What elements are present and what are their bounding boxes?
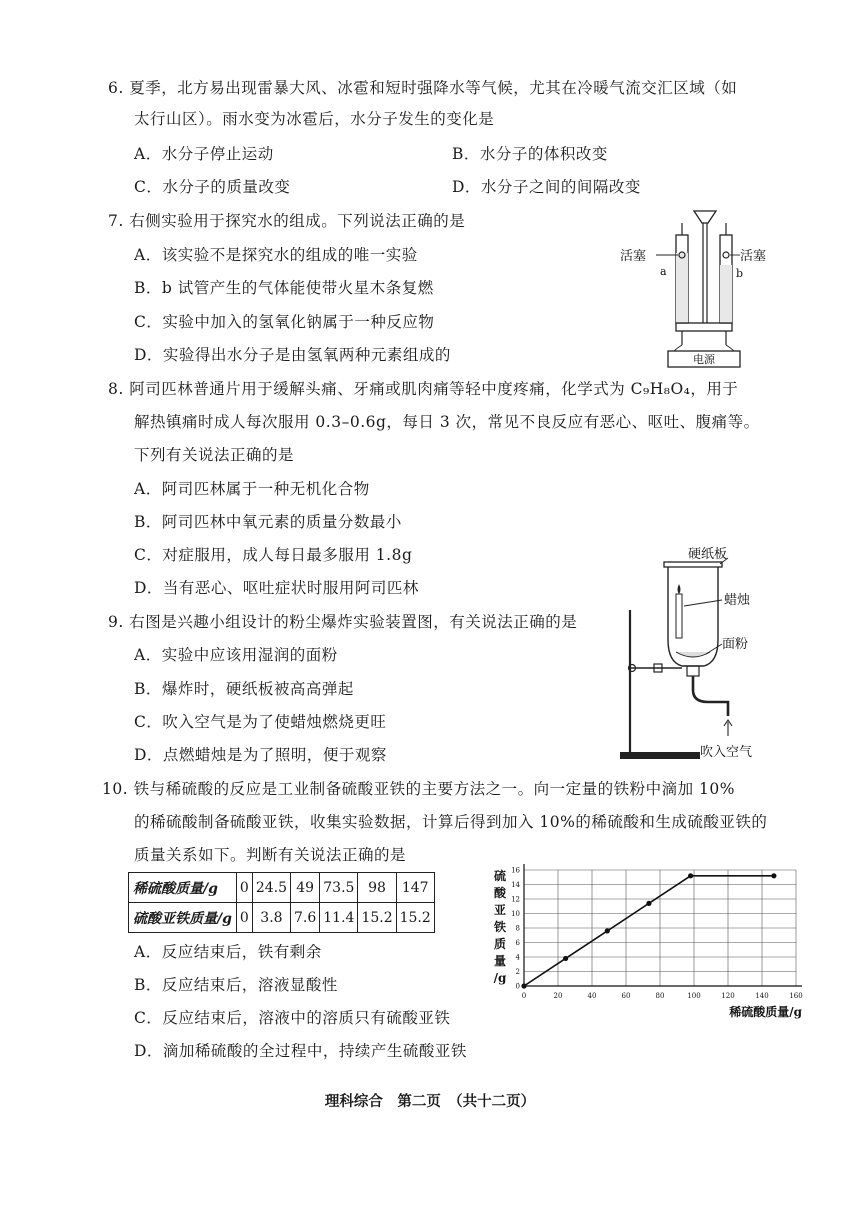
dust-explosion-apparatus-figure xyxy=(610,540,780,765)
table-row xyxy=(129,873,435,903)
q7-option-a: A．该实验不是探究水的组成的唯一实验 xyxy=(134,246,418,264)
y-label-char: 亚 xyxy=(493,903,507,917)
cardboard-label: 硬纸板 xyxy=(688,547,728,562)
x-tick-label: 60 xyxy=(621,992,631,1000)
electrolysis-apparatus-figure xyxy=(618,205,778,370)
y-label-char: 酸 xyxy=(493,886,507,900)
table-header: 硫酸亚铁质量/g xyxy=(129,903,237,933)
q10-stem-line1: 10. 铁与稀硫酸的反应是工业制备硫酸亚铁的主要方法之一。向一定量的铁粉中滴加 10% xyxy=(102,780,735,798)
q9-option-d: D．点燃蜡烛是为了照明，便于观察 xyxy=(134,746,387,764)
ferrous-sulfate-chart xyxy=(480,858,810,1028)
y-tick-label: 16 xyxy=(511,866,520,875)
tube-b-label: b xyxy=(736,267,744,280)
table-row xyxy=(129,903,435,933)
q10-data-table xyxy=(128,872,435,933)
q8-option-b: B．阿司匹林中氧元素的质量分数最小 xyxy=(134,513,402,531)
q6-option-c: C．水分子的质量改变 xyxy=(134,178,291,196)
q7-option-b: B．b 试管产生的气体能使带火星木条复燃 xyxy=(134,279,434,297)
table-cell: 3.8 xyxy=(252,903,290,933)
y-label-char: 硫 xyxy=(493,869,507,883)
chart-tick-labels xyxy=(511,867,803,1001)
stopcock-left-label: 活塞 xyxy=(620,249,647,264)
q6-option-d: D．水分子之间的间隔改变 xyxy=(452,178,641,196)
x-tick-label: 20 xyxy=(553,992,563,1000)
q8-stem-line1: 8. 阿司匹林普通片用于缓解头痛、牙痛或肌肉痛等轻中度疼痛，化学式为 C₉H₈O₄，用于 xyxy=(108,380,739,398)
table-cell: 0 xyxy=(236,873,252,903)
table-cell: 11.4 xyxy=(320,903,358,933)
q10-option-a: A．反应结束后，铁有剩余 xyxy=(134,943,322,961)
flour-label: 面粉 xyxy=(722,637,749,652)
chart-axes xyxy=(524,864,802,986)
q6-option-a: A．水分子停止运动 xyxy=(134,145,274,163)
data-point xyxy=(563,956,568,961)
q10-option-d: D．滴加稀硫酸的全过程中，持续产生硫酸亚铁 xyxy=(134,1042,467,1060)
y-tick-label: 14 xyxy=(511,881,520,889)
q7-option-d: D．实验得出水分子是由氢氧两种元素组成的 xyxy=(134,346,451,364)
table-cell: 147 xyxy=(396,873,434,903)
q8-stem-line2: 解热镇痛时成人每次服用 0.3–0.6g，每日 3 次，常见不良反应有恶心、呕吐、腹痛等。 xyxy=(134,413,760,431)
y-tick-label: 4 xyxy=(515,953,520,962)
q10-stem-line3: 质量关系如下。判断有关说法正确的是 xyxy=(134,846,407,864)
q10-option-b: B．反应结束后，溶液显酸性 xyxy=(134,976,338,994)
page-footer: 理科综合 第二页 （共十二页） xyxy=(324,1093,536,1110)
y-tick-label: 10 xyxy=(511,910,520,918)
table-cell: 7.6 xyxy=(291,903,320,933)
chart-x-axis-label: 稀硫酸质量/g xyxy=(729,1005,802,1019)
power-label: 电源 xyxy=(693,353,715,366)
x-tick-label: 0 xyxy=(521,992,527,1000)
x-tick-label: 140 xyxy=(755,992,769,1000)
table-cell: 24.5 xyxy=(252,873,290,903)
x-tick-label: 160 xyxy=(789,992,803,1000)
table-cell: 49 xyxy=(291,873,320,903)
table-cell: 15.2 xyxy=(358,903,396,933)
y-label-char: /g xyxy=(493,971,507,985)
table-header: 稀硫酸质量/g xyxy=(129,873,237,903)
air-label: 吹入空气 xyxy=(700,745,753,760)
y-tick-label: 6 xyxy=(515,939,520,947)
table-cell: 0 xyxy=(236,903,252,933)
data-point xyxy=(646,901,651,906)
table-cell: 73.5 xyxy=(320,873,358,903)
q10-stem-line2: 的稀硫酸制备硫酸亚铁，收集实验数据，计算后得到加入 10%的稀硫酸和生成硫酸亚铁的 xyxy=(134,813,768,831)
tube-a-label: a xyxy=(660,265,667,278)
q6-option-b: B．水分子的体积改变 xyxy=(452,145,608,163)
table-cell: 98 xyxy=(358,873,396,903)
q8-option-c: C．对症服用，成人每日最多服用 1.8g xyxy=(134,546,413,564)
q9-option-c: C．吹入空气是为了使蜡烛燃烧更旺 xyxy=(134,713,387,731)
q8-option-a: A．阿司匹林属于一种无机化合物 xyxy=(134,480,370,498)
x-tick-label: 40 xyxy=(587,992,597,1000)
y-tick-label: 8 xyxy=(515,924,520,933)
y-tick-label: 12 xyxy=(511,895,520,904)
q9-stem: 9. 右图是兴趣小组设计的粉尘爆炸实验装置图，有关说法正确的是 xyxy=(108,613,578,631)
series-line xyxy=(524,876,774,986)
x-tick-label: 80 xyxy=(655,992,665,1000)
q8-option-d: D．当有恶心、呕吐症状时服用阿司匹林 xyxy=(134,579,419,597)
candle-label: 蜡烛 xyxy=(724,593,751,608)
q6-stem-line2: 太行山区）。雨水变为冰雹后，水分子发生的变化是 xyxy=(134,110,495,128)
q10-option-c: C．反应结束后，溶液中的溶质只有硫酸亚铁 xyxy=(134,1009,451,1027)
q9-option-a: A．实验中应该用湿润的面粉 xyxy=(134,646,338,664)
y-tick-label: 2 xyxy=(515,968,520,976)
y-label-char: 量 xyxy=(493,954,507,968)
data-point xyxy=(605,928,610,933)
q9-option-b: B．爆炸时，硬纸板被高高弹起 xyxy=(134,680,354,698)
data-point xyxy=(688,873,693,878)
q6-stem-line1: 6. 夏季，北方易出现雷暴大风、冰雹和短时强降水等气候，尤其在冷暖气流交汇区域（如 xyxy=(108,79,738,97)
chart-grid xyxy=(524,870,796,986)
y-tick-label: 0 xyxy=(515,982,520,991)
y-label-char: 质 xyxy=(493,937,507,951)
y-label-char: 铁 xyxy=(493,920,507,934)
x-tick-label: 100 xyxy=(687,992,701,1000)
chart-y-axis-label xyxy=(493,868,507,985)
table-cell: 15.2 xyxy=(396,903,434,933)
x-tick-label: 120 xyxy=(721,992,735,1000)
data-point xyxy=(771,873,776,878)
q8-stem-line3: 下列有关说法正确的是 xyxy=(134,446,295,464)
stopcock-right-label: 活塞 xyxy=(740,249,767,264)
q7-option-c: C．实验中加入的氢氧化钠属于一种反应物 xyxy=(134,313,435,331)
q7-stem: 7. 右侧实验用于探究水的组成。下列说法正确的是 xyxy=(108,212,466,230)
data-point xyxy=(521,983,526,988)
